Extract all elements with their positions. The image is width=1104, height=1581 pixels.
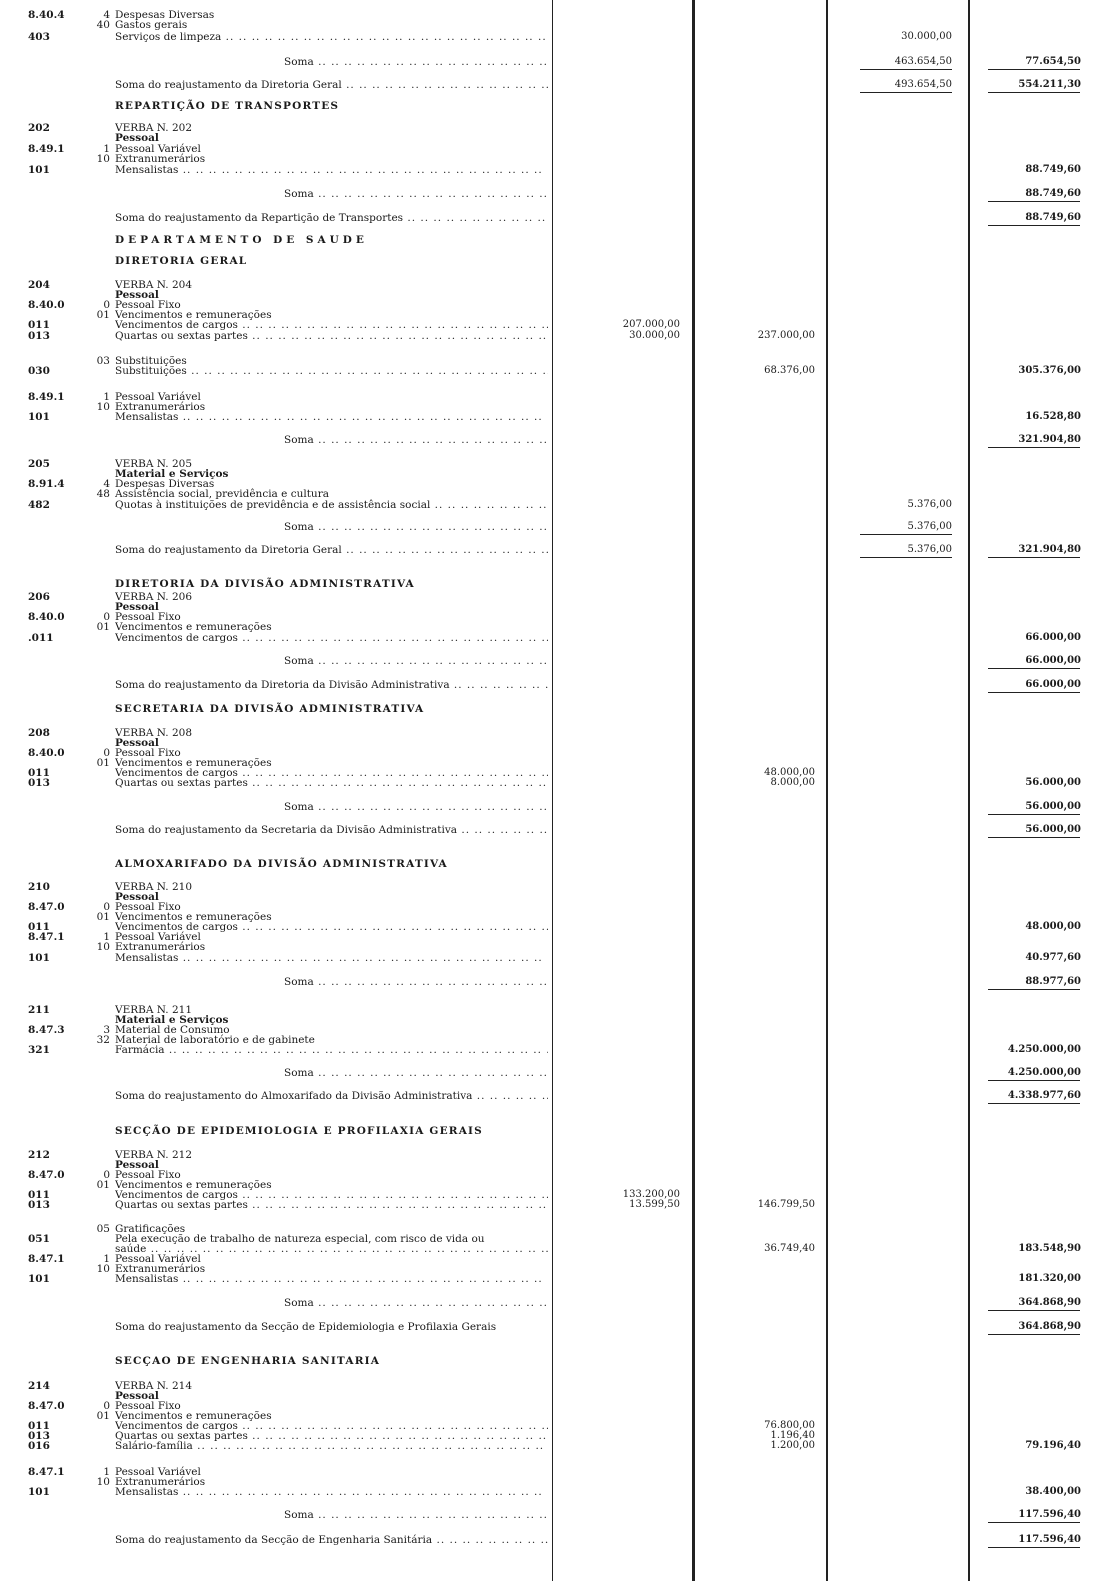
- account-code: 013: [28, 777, 50, 789]
- ledger-row: [0, 55, 1104, 69]
- account-code: 8.47.0: [28, 1169, 65, 1181]
- ledger-row: [0, 211, 1104, 225]
- amount-c4: 66.000,00: [1025, 632, 1081, 643]
- ledger-row: [0, 364, 1104, 378]
- entry-text: SECÇAO DE ENGENHARIA SANITARIA: [115, 1355, 381, 1367]
- sub-code: 32: [96, 1034, 110, 1046]
- total-rule: [988, 1334, 1080, 1335]
- amount-c3: 5.376,00: [907, 499, 952, 510]
- entry-text: Mensalistas .. ..: [115, 163, 548, 177]
- account-code: 204: [28, 279, 50, 291]
- account-code: 013: [28, 1430, 50, 1442]
- total-rule: [988, 837, 1080, 838]
- amount-c4: 38.400,00: [1025, 1486, 1081, 1497]
- sub-code: 01: [96, 911, 110, 923]
- entry-text: Pessoal Fixo: [115, 747, 181, 759]
- total-rule: [988, 1547, 1080, 1548]
- entry-text: Mensalistas .. ..: [115, 1272, 548, 1286]
- amount-c1: 13.599,50: [629, 1199, 680, 1210]
- sub-code: 0: [103, 747, 110, 759]
- sub-code: 48: [96, 488, 110, 500]
- amount-c4: 88.749,60: [1025, 188, 1081, 199]
- account-code: 8.47.3: [28, 1024, 65, 1036]
- entry-text: Soma .. ..: [284, 654, 548, 668]
- entry-text: Pessoal: [115, 132, 159, 144]
- entry-text: Salário-família .. ..: [115, 1439, 548, 1453]
- amount-c4: 364.868,90: [1018, 1297, 1081, 1308]
- ledger-row: [0, 702, 1104, 716]
- sub-code: 0: [103, 299, 110, 311]
- account-code: 8.40.0: [28, 299, 65, 311]
- entry-text: DIRETORIA DA DIVISÃO ADMINISTRATIVA: [115, 578, 415, 590]
- account-code: .011: [28, 632, 54, 644]
- entry-text: Pessoal Variável: [115, 391, 201, 403]
- ledger-row: [0, 1485, 1104, 1499]
- ledger-row: [0, 233, 1104, 247]
- amount-c2: 146.799,50: [757, 1199, 815, 1210]
- entry-text: Vencimentos e remunerações: [115, 1179, 272, 1191]
- amount-c4: 4.250.000,00: [1007, 1067, 1081, 1078]
- ledger-row: [0, 254, 1104, 268]
- entry-text: Vencimentos de cargos .. ..: [115, 318, 548, 332]
- entry-text: Soma do reajustamento do Almoxarifado da Divisão Administrativa .. ..: [115, 1089, 548, 1103]
- account-code: 013: [28, 330, 50, 342]
- entry-text: Pessoal: [115, 289, 159, 301]
- entry-text: Material de laboratório e de gabinete: [115, 1034, 315, 1046]
- amount-c4: 88.749,60: [1025, 212, 1081, 223]
- account-code: 206: [28, 591, 50, 603]
- entry-text: Vencimentos de cargos .. ..: [115, 631, 548, 645]
- account-code: 212: [28, 1149, 50, 1161]
- entry-text: Material e Serviços: [115, 468, 229, 480]
- entry-text: SECRETARIA DA DIVISÃO ADMINISTRATIVA: [115, 703, 425, 715]
- account-code: 205: [28, 458, 50, 470]
- entry-text: VERBA N. 206: [115, 591, 193, 603]
- total-rule: [988, 447, 1080, 448]
- amount-c4: 554.211,30: [1018, 79, 1081, 90]
- entry-text: Quotas à instituições de previdência e de assistência social .. ..: [115, 498, 548, 512]
- entry-text: Vencimentos de cargos .. ..: [115, 766, 548, 780]
- entry-text: Soma .. ..: [284, 433, 548, 447]
- total-rule: [988, 692, 1080, 693]
- sub-code: 40: [96, 19, 110, 31]
- entry-text: Pessoal Variável: [115, 1466, 201, 1478]
- entry-text: Quartas ou sextas partes .. ..: [115, 329, 548, 343]
- account-code: 8.47.0: [28, 901, 65, 913]
- amount-c1: 133.200,00: [622, 1189, 680, 1200]
- amount-c4: 79.196,40: [1025, 1440, 1081, 1451]
- amount-c4: 117.596,40: [1018, 1534, 1081, 1545]
- account-code: 051: [28, 1233, 50, 1245]
- entry-text: VERBA N. 211: [115, 1004, 193, 1016]
- entry-text: Extranumerários: [115, 153, 206, 165]
- ledger-row: [0, 163, 1104, 177]
- ledger-row: [0, 654, 1104, 668]
- total-rule: [988, 1522, 1080, 1523]
- entry-text: Pessoal Variável: [115, 931, 201, 943]
- amount-c4: 48.000,00: [1025, 921, 1081, 932]
- entry-text: Soma do reajustamento da Secção de Engenharia Sanitária .. ..: [115, 1533, 548, 1547]
- entry-text: Pessoal Fixo: [115, 299, 181, 311]
- total-rule: [988, 989, 1080, 990]
- amount-c4: 66.000,00: [1025, 655, 1081, 666]
- entry-text: Pessoal Fixo: [115, 1169, 181, 1181]
- account-code: 8.49.1: [28, 143, 65, 155]
- ledger-row: [0, 1124, 1104, 1138]
- entry-text: Pessoal Fixo: [115, 611, 181, 623]
- account-code: 321: [28, 1044, 50, 1056]
- entry-text: Pessoal Fixo: [115, 1400, 181, 1412]
- amount-c1: 207.000,00: [622, 319, 680, 330]
- entry-text: Quartas ou sextas partes .. ..: [115, 1198, 548, 1212]
- ledger-row: [0, 1439, 1104, 1453]
- sub-code: 10: [96, 1263, 110, 1275]
- sub-code: 10: [96, 153, 110, 165]
- amount-c4: 56.000,00: [1025, 824, 1081, 835]
- ledger-row: [0, 776, 1104, 790]
- entry-text: Substituições .. ..: [115, 364, 548, 378]
- ledger-row: [0, 577, 1104, 591]
- entry-text: ALMOXARIFADO DA DIVISÃO ADMINISTRATIVA: [115, 858, 448, 870]
- amount-c4: 183.548,90: [1018, 1243, 1081, 1254]
- sub-code: 1: [103, 1466, 110, 1478]
- amount-c4: 4.338.977,60: [1007, 1090, 1081, 1101]
- total-rule: [988, 1080, 1080, 1081]
- ledger-row: [0, 433, 1104, 447]
- total-rule: [860, 534, 952, 535]
- amount-c4: 305.376,00: [1018, 365, 1081, 376]
- total-rule: [860, 557, 952, 558]
- ledger-row: [0, 543, 1104, 557]
- account-code: 011: [28, 921, 50, 933]
- entry-text: Substituições: [115, 355, 187, 367]
- entry-text: Soma do reajustamento da Diretoria Geral .. ..: [115, 78, 548, 92]
- account-code: 482: [28, 499, 50, 511]
- amount-c3: 5.376,00: [907, 521, 952, 532]
- entry-text: Assistência social, previdência e cultura: [115, 488, 329, 500]
- ledger-row: [0, 78, 1104, 92]
- sub-code: 10: [96, 401, 110, 413]
- account-code: 101: [28, 1486, 50, 1498]
- amount-c4: 66.000,00: [1025, 679, 1081, 690]
- account-code: 8.47.0: [28, 1400, 65, 1412]
- entry-text: Quartas ou sextas partes .. ..: [115, 1429, 548, 1443]
- account-code: 011: [28, 319, 50, 331]
- entry-text: Vencimentos e remunerações: [115, 757, 272, 769]
- entry-text: Vencimentos e remunerações: [115, 309, 272, 321]
- ledger-row: [0, 631, 1104, 645]
- ledger-row: [0, 857, 1104, 871]
- sub-code: 3: [103, 1024, 110, 1036]
- total-rule: [988, 92, 1080, 93]
- entry-text: Soma .. ..: [284, 975, 548, 989]
- account-code: 101: [28, 411, 50, 423]
- entry-text: Soma .. ..: [284, 55, 548, 69]
- entry-text: Soma .. ..: [284, 800, 548, 814]
- sub-code: 1: [103, 143, 110, 155]
- amount-c4: 181.320,00: [1018, 1273, 1081, 1284]
- sub-code: 01: [96, 621, 110, 633]
- entry-text: Soma do reajustamento da Secretaria da Divisão Administrativa .. ..: [115, 823, 548, 837]
- entry-text: saúde .. ..: [115, 1242, 548, 1256]
- sub-code: 4: [103, 478, 110, 490]
- amount-c2: 1.200,00: [770, 1440, 815, 1451]
- entry-text: Pessoal Fixo: [115, 901, 181, 913]
- entry-text: Material e Serviços: [115, 1014, 229, 1026]
- amount-c4: 16.528,80: [1025, 411, 1081, 422]
- entry-text: Soma do reajustamento da Diretoria da Divisão Administrativa .. ..: [115, 678, 548, 692]
- entry-text: Pela execução de trabalho de natureza especial, com risco de vida ou: [115, 1233, 485, 1245]
- entry-text: Vencimentos de cargos .. ..: [115, 1419, 548, 1433]
- account-code: 208: [28, 727, 50, 739]
- sub-code: 03: [96, 355, 110, 367]
- sub-code: 1: [103, 391, 110, 403]
- sub-code: 01: [96, 757, 110, 769]
- total-rule: [988, 1103, 1080, 1104]
- amount-c4: 364.868,90: [1018, 1321, 1081, 1332]
- entry-text: Pessoal Variável: [115, 143, 201, 155]
- entry-text: Pessoal: [115, 1159, 159, 1171]
- account-code: 101: [28, 164, 50, 176]
- entry-text: Quartas ou sextas partes .. ..: [115, 776, 548, 790]
- amount-c3: 493.654,50: [894, 79, 952, 90]
- account-code: 030: [28, 365, 50, 377]
- entry-text: Soma do reajustamento da Secção de Epidemiologia e Profilaxia Gerais: [115, 1321, 497, 1333]
- sub-code: 1: [103, 931, 110, 943]
- total-rule: [988, 201, 1080, 202]
- entry-text: VERBA N. 210: [115, 881, 193, 893]
- entry-text: Despesas Diversas: [115, 478, 215, 490]
- amount-c2: 36.749,40: [764, 1243, 815, 1254]
- entry-text: Soma do reajustamento da Repartição de Transportes .. ..: [115, 211, 548, 225]
- amount-c4: 4.250.000,00: [1007, 1044, 1081, 1055]
- account-code: 011: [28, 767, 50, 779]
- sub-code: 0: [103, 901, 110, 913]
- entry-text: Gratificações: [115, 1223, 186, 1235]
- entry-text: Vencimentos e remunerações: [115, 911, 272, 923]
- entry-text: Soma do reajustamento da Diretoria Geral .. ..: [115, 543, 548, 557]
- total-rule: [988, 1310, 1080, 1311]
- total-rule: [988, 814, 1080, 815]
- ledger-row: [0, 187, 1104, 201]
- entry-text: Mensalistas .. ..: [115, 951, 548, 965]
- account-code: 8.47.1: [28, 931, 65, 943]
- account-code: 101: [28, 1273, 50, 1285]
- sub-code: 01: [96, 309, 110, 321]
- amount-c4: 56.000,00: [1025, 777, 1081, 788]
- entry-text: Vencimentos e remunerações: [115, 1410, 272, 1422]
- amount-c2: 8.000,00: [770, 777, 815, 788]
- account-code: 8.47.1: [28, 1253, 65, 1265]
- entry-text: Serviços de limpeza .. ..: [115, 30, 548, 44]
- total-rule: [860, 69, 952, 70]
- entry-text: Extranumerários: [115, 1263, 206, 1275]
- account-code: 210: [28, 881, 50, 893]
- entry-text: Vencimentos de cargos .. ..: [115, 1188, 548, 1202]
- entry-text: Vencimentos e remunerações: [115, 621, 272, 633]
- entry-text: Material de Consumo: [115, 1024, 230, 1036]
- sub-code: 01: [96, 1179, 110, 1191]
- entry-text: Extranumerários: [115, 401, 206, 413]
- ledger-row: [0, 329, 1104, 343]
- entry-text: Extranumerários: [115, 941, 206, 953]
- entry-text: REPARTIÇÃO DE TRANSPORTES: [115, 100, 340, 112]
- entry-text: DEPARTAMENTO DE SAUDE: [115, 234, 368, 246]
- ledger-row: [0, 410, 1104, 424]
- ledger-row: [0, 30, 1104, 44]
- ledger-row: [0, 1043, 1104, 1057]
- entry-text: VERBA N. 214: [115, 1380, 193, 1392]
- ledger-row: [0, 1354, 1104, 1368]
- sub-code: 0: [103, 1400, 110, 1412]
- entry-text: Gastos gerais: [115, 19, 188, 31]
- ledger-row: [0, 1066, 1104, 1080]
- account-code: 8.40.4: [28, 9, 65, 21]
- amount-c4: 321.904,80: [1018, 434, 1081, 445]
- entry-text: Pessoal: [115, 891, 159, 903]
- sub-code: 05: [96, 1223, 110, 1235]
- account-code: 214: [28, 1380, 50, 1392]
- entry-text: Vencimentos de cargos .. ..: [115, 920, 548, 934]
- sub-code: 0: [103, 611, 110, 623]
- amount-c4: 321.904,80: [1018, 544, 1081, 555]
- ledger-row: [0, 678, 1104, 692]
- amount-c4: 40.977,60: [1025, 952, 1081, 963]
- sub-code: 1: [103, 1253, 110, 1265]
- amount-c4: 117.596,40: [1018, 1509, 1081, 1520]
- entry-text: Mensalistas .. ..: [115, 410, 548, 424]
- entry-text: Soma .. ..: [284, 1508, 548, 1522]
- account-code: 8.91.4: [28, 478, 65, 490]
- account-code: 211: [28, 1004, 50, 1016]
- amount-c1: 30.000,00: [629, 330, 680, 341]
- sub-code: 4: [103, 9, 110, 21]
- amount-c4: 88.977,60: [1025, 976, 1081, 987]
- entry-text: SECÇÃO DE EPIDEMIOLOGIA E PROFILAXIA GERAIS: [115, 1125, 483, 1137]
- account-code: 013: [28, 1199, 50, 1211]
- ledger-row: [0, 498, 1104, 512]
- account-code: 011: [28, 1189, 50, 1201]
- total-rule: [860, 92, 952, 93]
- total-rule: [988, 69, 1080, 70]
- entry-text: VERBA N. 208: [115, 727, 193, 739]
- amount-c2: 76.800,00: [764, 1420, 815, 1431]
- account-code: 016: [28, 1440, 50, 1452]
- entry-text: Farmácia .. ..: [115, 1043, 548, 1057]
- ledger-row: [0, 1320, 1104, 1334]
- amount-c2: 237.000,00: [757, 330, 815, 341]
- entry-text: Soma .. ..: [284, 1296, 548, 1310]
- sub-code: 10: [96, 1476, 110, 1488]
- account-code: 101: [28, 952, 50, 964]
- account-code: 202: [28, 122, 50, 134]
- entry-text: Pessoal: [115, 737, 159, 749]
- entry-text: Soma .. ..: [284, 1066, 548, 1080]
- entry-text: VERBA N. 212: [115, 1149, 193, 1161]
- entry-text: VERBA N. 205: [115, 458, 193, 470]
- entry-text: Pessoal: [115, 601, 159, 613]
- amount-c2: 68.376,00: [764, 365, 815, 376]
- ledger-row: [0, 1089, 1104, 1103]
- entry-text: DIRETORIA GERAL: [115, 255, 248, 267]
- ledger-row: [0, 800, 1104, 814]
- account-code: 8.49.1: [28, 391, 65, 403]
- account-code: 8.47.1: [28, 1466, 65, 1478]
- total-rule: [988, 225, 1080, 226]
- total-rule: [988, 557, 1080, 558]
- ledger-row: [0, 1272, 1104, 1286]
- ledger-row: [0, 99, 1104, 113]
- entry-text: VERBA N. 202: [115, 122, 193, 134]
- sub-code: 01: [96, 1410, 110, 1422]
- account-code: 011: [28, 1420, 50, 1432]
- amount-c3: 463.654,50: [894, 56, 952, 67]
- amount-c3: 30.000,00: [901, 31, 952, 42]
- entry-text: Despesas Diversas: [115, 9, 215, 21]
- entry-text: Mensalistas .. ..: [115, 1485, 548, 1499]
- ledger-row: [0, 1198, 1104, 1212]
- ledger-row: [0, 975, 1104, 989]
- ledger-row: [0, 1296, 1104, 1310]
- amount-c3: 5.376,00: [907, 544, 952, 555]
- ledger-row: [0, 823, 1104, 837]
- sub-code: 0: [103, 1169, 110, 1181]
- amount-c4: 77.654,50: [1025, 56, 1081, 67]
- account-code: 8.40.0: [28, 747, 65, 759]
- entry-text: Soma .. ..: [284, 187, 548, 201]
- amount-c4: 56.000,00: [1025, 801, 1081, 812]
- entry-text: Pessoal Variável: [115, 1253, 201, 1265]
- amount-c4: 88.749,60: [1025, 164, 1081, 175]
- amount-c2: 48.000,00: [764, 767, 815, 778]
- account-code: 403: [28, 31, 50, 43]
- ledger-row: [0, 1533, 1104, 1547]
- entry-text: VERBA N. 204: [115, 279, 193, 291]
- ledger-row: [0, 951, 1104, 965]
- entry-text: Pessoal: [115, 1390, 159, 1402]
- account-code: 8.40.0: [28, 611, 65, 623]
- sub-code: 10: [96, 941, 110, 953]
- ledger-row: [0, 520, 1104, 534]
- ledger-row: [0, 1508, 1104, 1522]
- amount-c2: 1.196,40: [770, 1430, 815, 1441]
- entry-text: Extranumerários: [115, 1476, 206, 1488]
- total-rule: [988, 668, 1080, 669]
- entry-text: Soma .. ..: [284, 520, 548, 534]
